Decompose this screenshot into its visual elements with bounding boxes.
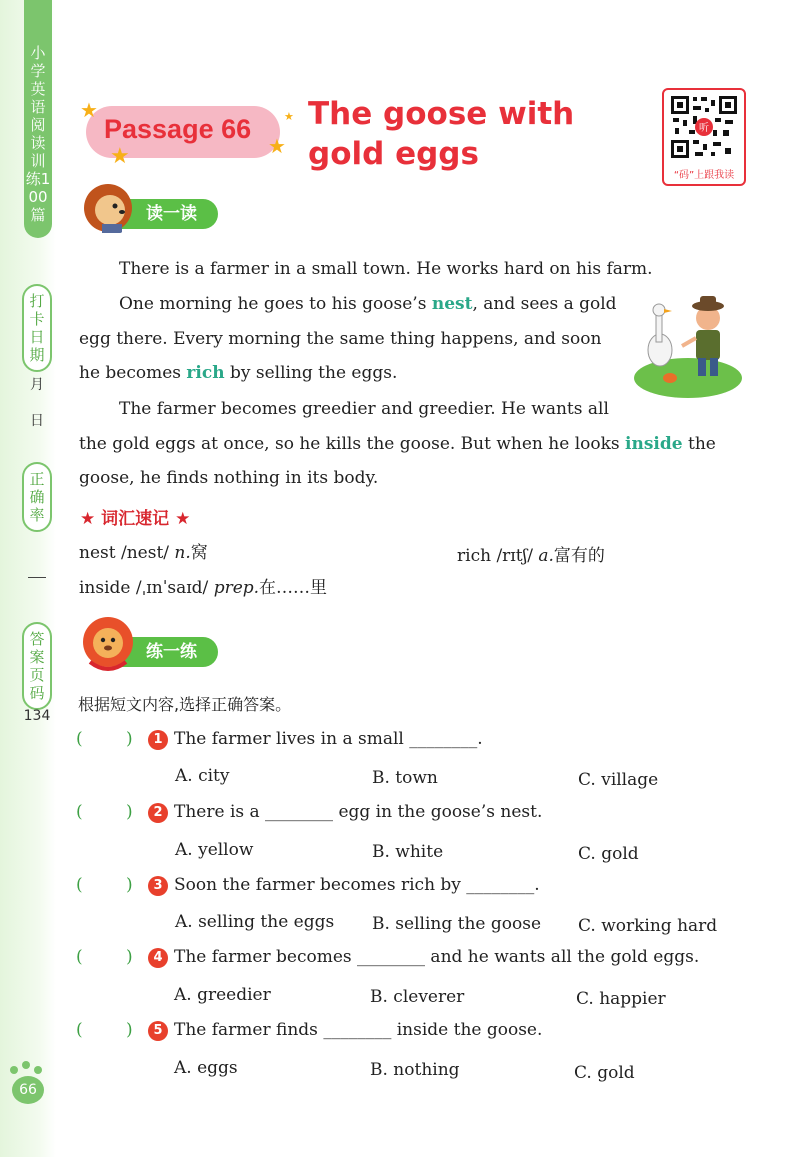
qr-badge: 听 [699, 123, 709, 134]
passage-text: One morning he goes to his goose’s [119, 294, 432, 314]
vocab-meaning: 在……里 [259, 578, 328, 598]
qr-code[interactable] [662, 88, 746, 186]
question-number-badge: 4 [148, 948, 168, 968]
vocab-word: nest [79, 543, 116, 563]
question-5 [76, 1020, 776, 1050]
sidebar [0, 0, 56, 1157]
vocab-pos: prep. [213, 578, 260, 598]
question-4 [76, 947, 776, 977]
answer-blank-right: ) [126, 1020, 133, 1040]
passage-line-2 [119, 287, 617, 321]
accuracy-blank [28, 577, 46, 578]
series-title: 小学英语阅读训练100篇 [24, 0, 52, 238]
question-text: There is a ________ egg in the goose’s nest. [174, 802, 543, 822]
passage-number: Passage 66 [104, 114, 252, 144]
answer-blank-left[interactable]: ( [76, 875, 83, 895]
paw-toe-icon [22, 1061, 30, 1069]
vocab-word: rich [457, 546, 492, 566]
question-text: The farmer lives in a small ________. [174, 729, 483, 749]
passage-text: he becomes [79, 363, 187, 383]
star-icon: ★ [80, 98, 98, 122]
vocab-phonetic: /ˌɪnˈsaɪd/ [135, 578, 209, 598]
farmer-goose-illustration [630, 292, 742, 400]
passage-paragraph-1: There is a farmer in a small town. He works hard on his farm. [119, 259, 653, 279]
option-b[interactable]: B. selling the goose [372, 914, 542, 934]
option-b[interactable]: B. cleverer [370, 987, 465, 1007]
practice-section-banner: 练一练 [112, 637, 218, 667]
answer-blank-left[interactable]: ( [76, 947, 83, 967]
paw-toe-icon [10, 1066, 18, 1074]
passage-line-7: goose, he finds nothing in its body. [79, 468, 379, 488]
answer-blank-right: ) [126, 947, 133, 967]
vocab-phonetic: /nest/ [120, 543, 170, 563]
vocab-meaning: 富有的 [553, 546, 605, 566]
star-icon: ★ [268, 134, 286, 158]
question-text: The farmer finds ________ inside the goose. [174, 1020, 543, 1040]
vocab-meaning: 窝 [190, 543, 208, 563]
checkin-date-label: 打卡日期 [22, 284, 52, 372]
option-c[interactable]: C. village [578, 770, 659, 790]
star-icon: ★ [284, 110, 294, 123]
answer-blank-left[interactable]: ( [76, 1020, 83, 1040]
passage-line-3: egg there. Every morning the same thing happens, and soon [79, 329, 602, 349]
option-b[interactable]: B. nothing [370, 1060, 460, 1080]
passage-line-4 [79, 356, 397, 390]
page-number: 66 [12, 1076, 44, 1104]
passage-text: the [682, 434, 716, 454]
answer-page-number: 134 [23, 708, 51, 724]
option-b[interactable]: B. white [372, 842, 444, 862]
qr-code-icon [669, 94, 739, 160]
answer-blank-left[interactable]: ( [76, 729, 83, 749]
answer-blank-right: ) [126, 875, 133, 895]
paw-toe-icon [34, 1066, 42, 1074]
question-2 [76, 802, 776, 832]
vocab-highlight: inside [625, 434, 683, 454]
vocab-word: inside [79, 578, 131, 598]
vocab-item-inside [79, 573, 327, 598]
option-c[interactable]: C. gold [578, 844, 639, 864]
passage-text: the gold eggs at once, so he kills the goose. But when he looks [79, 434, 626, 454]
vocab-phonetic: /rɪtʃ/ [496, 546, 533, 566]
passage-line-5: The farmer becomes greedier and greedier. He wants all [119, 399, 609, 419]
question-number-badge: 5 [148, 1021, 168, 1041]
answer-blank-left[interactable]: ( [76, 802, 83, 822]
day-label: 日 [30, 413, 44, 429]
vocab-pos: a. [538, 546, 554, 566]
option-c[interactable]: C. working hard [578, 916, 718, 936]
passage-title [308, 94, 608, 174]
title-line-1: The goose with [308, 96, 575, 132]
vocab-pos: n. [174, 543, 191, 563]
option-a[interactable]: A. selling the eggs [175, 912, 335, 932]
option-c[interactable]: C. happier [576, 989, 666, 1009]
question-text: The farmer becomes ________ and he wants all the gold eggs. [174, 947, 700, 967]
question-number-badge: 3 [148, 876, 168, 896]
option-b[interactable]: B. town [372, 768, 438, 788]
option-a[interactable]: A. eggs [174, 1058, 238, 1078]
read-section-banner: 读一读 [112, 199, 218, 229]
option-a[interactable]: A. yellow [175, 840, 254, 860]
question-1 [76, 729, 776, 759]
answer-page-label: 答案页码 [22, 622, 52, 710]
question-3 [76, 875, 776, 905]
answer-blank-right: ) [126, 802, 133, 822]
title-line-2: gold eggs [308, 136, 479, 172]
answer-blank-right: ) [126, 729, 133, 749]
passage-text: , and sees a gold [472, 294, 617, 314]
lion-mascot-icon [80, 614, 136, 672]
question-number-badge: 1 [148, 730, 168, 750]
vocabulary-title: ★ 词汇速记 ★ [80, 509, 191, 529]
passage-text: by selling the eggs. [224, 363, 398, 383]
month-label: 月 [30, 377, 44, 393]
vocab-item-rich [457, 541, 605, 566]
accuracy-label: 正确率 [22, 462, 52, 532]
hedgehog-mascot-icon [80, 180, 136, 236]
option-a[interactable]: A. city [175, 766, 230, 786]
question-number-badge: 2 [148, 803, 168, 823]
passage-line-6 [79, 427, 716, 461]
star-icon: ★ [110, 144, 130, 169]
vocab-highlight: rich [186, 363, 225, 383]
qr-caption: “码”上跟我读 [673, 170, 735, 181]
question-text: Soon the farmer becomes rich by ________. [174, 875, 540, 895]
vocab-highlight: nest [431, 294, 473, 314]
option-a[interactable]: A. greedier [174, 985, 271, 1005]
option-c[interactable]: C. gold [574, 1063, 635, 1083]
vocab-item-nest [79, 538, 208, 563]
exercise-instruction: 根据短文内容,选择正确答案。 [78, 695, 292, 714]
